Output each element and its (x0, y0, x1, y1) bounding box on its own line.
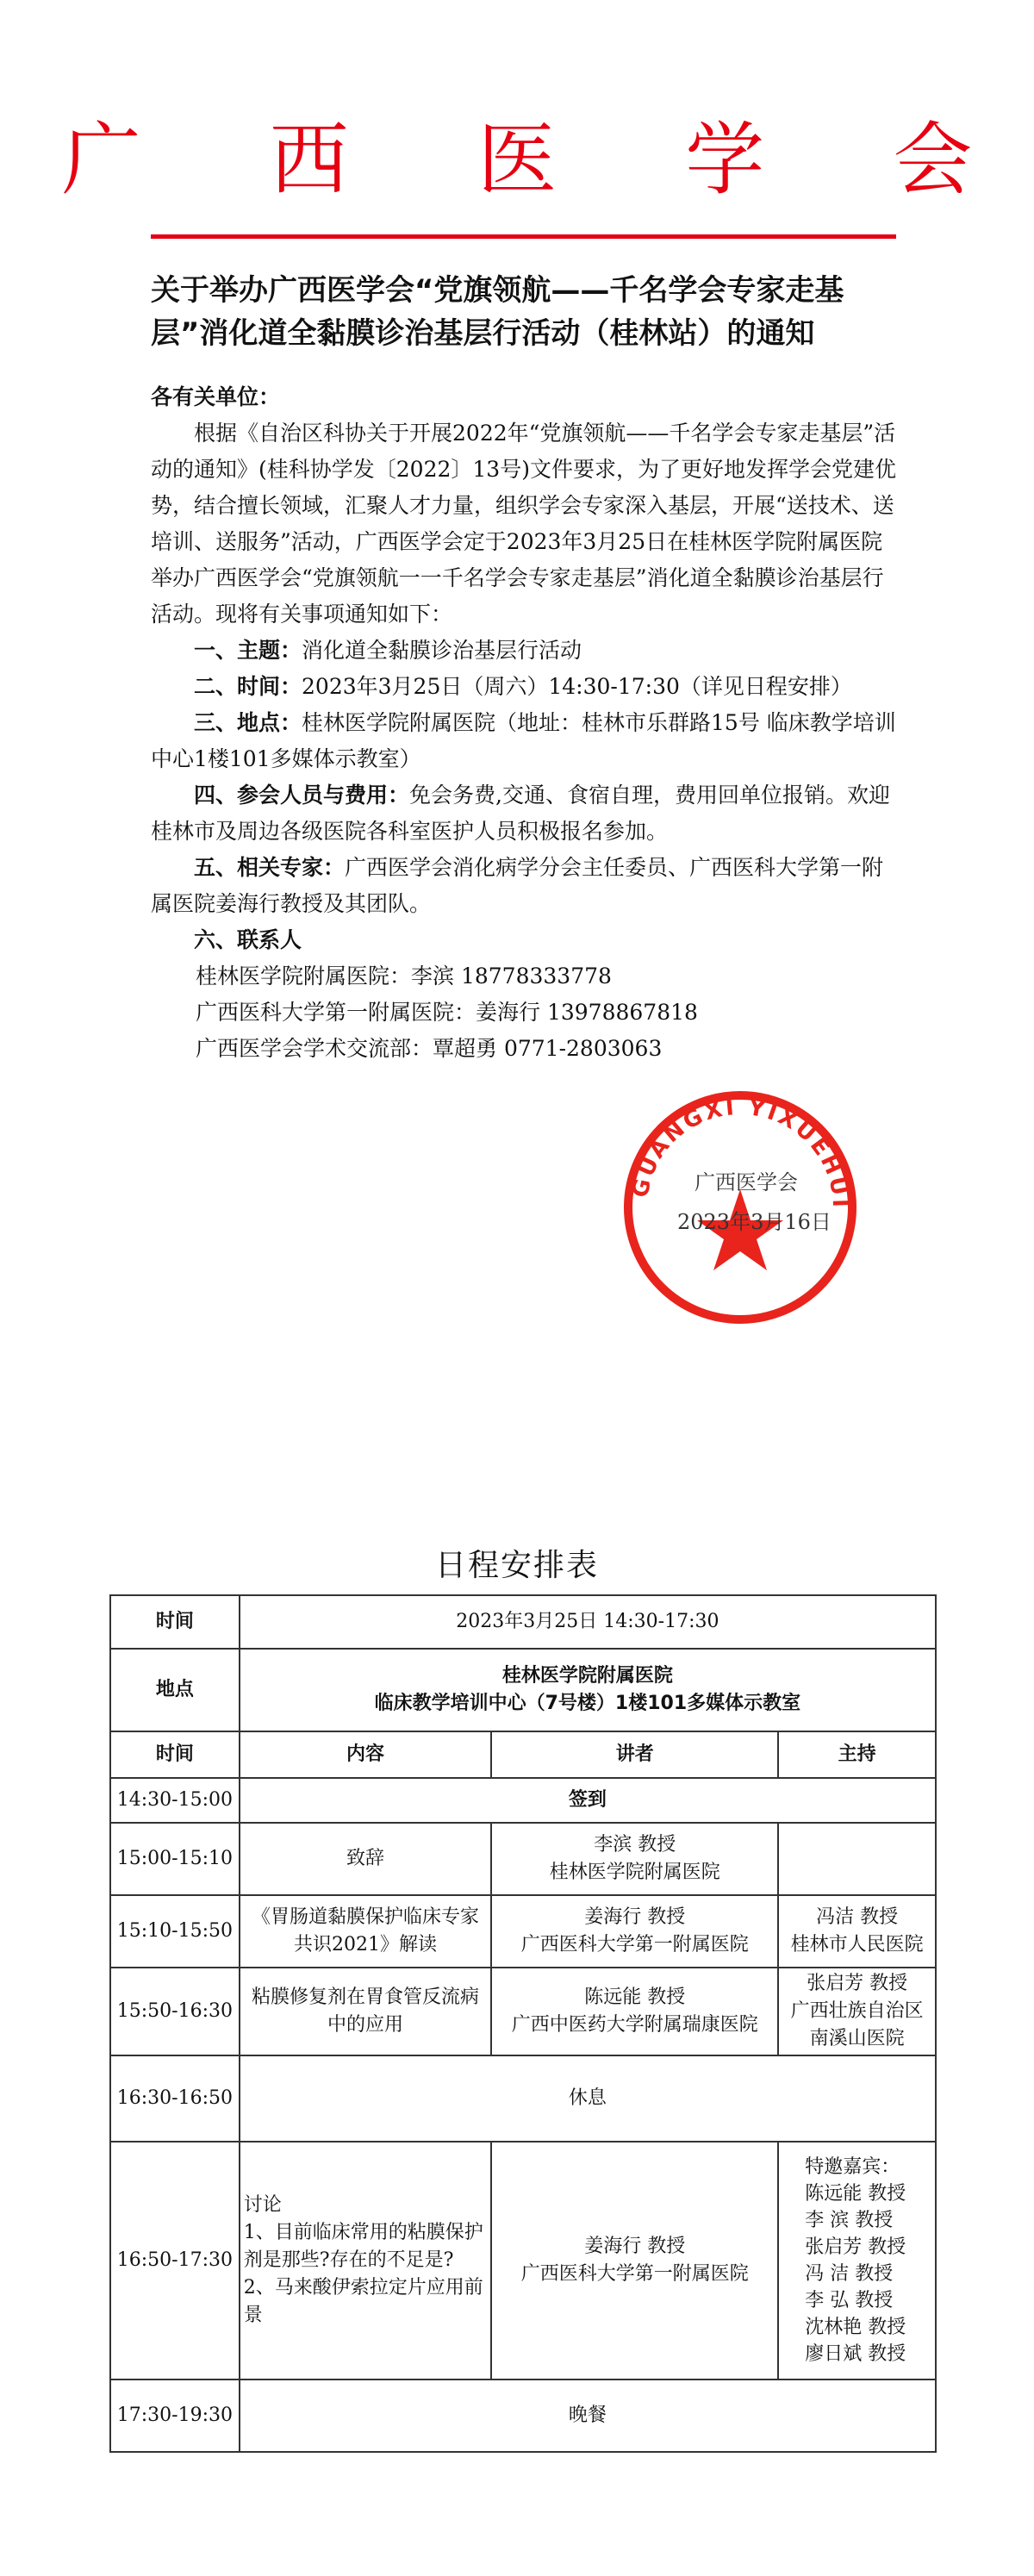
column-header: 主持 (778, 1731, 936, 1778)
speaker-affiliation: 广西医科大学第一附属医院 (520, 1934, 749, 1955)
column-header: 时间 (110, 1731, 240, 1778)
host-cell (778, 1968, 936, 2055)
intro-paragraph: 根据《自治区科协关于开展2022年“党旗领航——千名学会专家走基层”活动的通知》(桂科协学发〔2022〕13号)文件要求，为了更好地发挥学会党建优势，结合擅长领域，汇聚人才力量，组织学会专家深入基层，开展“送技术、送培训、送服务”活动，广西医学会定于2023年3月25日在桂林医学院附属医院举办广西医学会“党旗领航一一千名学会专家走基层”消化道全黏膜诊治基层行活动。现将有关事项通知如下： (151, 421, 896, 627)
host-name: 冯洁 教授 (816, 1906, 899, 1928)
item-label: 二、时间： (194, 674, 302, 699)
signature-org: 广西医学会 (695, 1170, 798, 1194)
item-text: 桂林医学院附属医院（地址：桂林市乐群路15号 临床教学培训中心1楼101多媒体示教室） (151, 710, 896, 771)
discussion-line: 讨论 (243, 2194, 282, 2216)
place-line: 临床教学培训中心（7号楼）1楼101多媒体示教室 (374, 1693, 801, 1714)
schedule-table (109, 1594, 937, 2453)
item-text: 广西医学会消化病学分会主任委员、广西医科大学第一附属医院姜海行教授及其团队。 (151, 855, 884, 916)
item-label: 一、主题： (194, 638, 302, 663)
contacts-label: 六、联系人 (194, 927, 302, 952)
contact-line: 广西医学会学术交流部：覃超勇 0771-2803063 (196, 1036, 663, 1061)
contact-line: 桂林医学院附属医院：李滨 18778333778 (196, 964, 612, 989)
item-attendees (151, 777, 900, 850)
guests-title: 特邀嘉宾： (805, 2156, 900, 2178)
speaker-cell (491, 1895, 778, 1968)
speaker-affiliation: 广西医科大学第一附属医院 (520, 2263, 749, 2285)
time-cell: 17:30-19:30 (110, 2380, 240, 2452)
host-cell (778, 1895, 936, 1968)
table-row (110, 2055, 936, 2142)
guest-name: 沈林艳 教授 (805, 2317, 906, 2338)
time-value-cell: 2023年3月25日 14:30-17:30 (240, 1595, 936, 1649)
content-cell: 《胃肠道黏膜保护临床专家共识2021》解读 (240, 1895, 491, 1968)
salutation: 各有关单位： (151, 384, 281, 409)
table-row (110, 1895, 936, 1968)
speaker-cell (491, 2142, 778, 2380)
merged-cell: 签到 (240, 1778, 936, 1823)
item-label: 四、参会人员与费用： (194, 783, 410, 808)
table-row (110, 1823, 936, 1895)
guests-cell (778, 2142, 936, 2380)
content-cell: 粘膜修复剂在胃食管反流病中的应用 (240, 1968, 491, 2055)
host-affiliation: 广西壮族自治区南溪山医院 (790, 2000, 924, 2049)
table-row (110, 2142, 936, 2380)
merged-cell: 晚餐 (240, 2380, 936, 2452)
guest-name: 陈远能 教授 (805, 2183, 906, 2205)
table-row (110, 1649, 936, 1731)
guest-name: 廖日斌 教授 (805, 2343, 906, 2365)
merged-cell: 休息 (240, 2055, 936, 2142)
host-name: 张启芳 教授 (807, 1973, 908, 1994)
item-label: 五、相关专家： (194, 855, 346, 880)
notice-title: 关于举办广西医学会“党旗领航——千名学会专家走基层”消化道全黏膜诊治基层行活动（桂林站）的通知 (151, 273, 844, 351)
speaker-name: 陈远能 教授 (584, 1987, 686, 2008)
column-header: 内容 (240, 1731, 491, 1778)
table-row (110, 2380, 936, 2452)
item-theme (151, 633, 900, 669)
discussion-line: 2、马来酸伊索拉定片应用前景 (243, 2277, 483, 2326)
signature-date: 2023年3月16日 (677, 1210, 832, 1234)
time-cell: 15:50-16:30 (110, 1968, 240, 2055)
speaker-cell (491, 1823, 778, 1895)
contact-line: 广西医科大学第一附属医院：姜海行 13978867818 (196, 1000, 698, 1025)
item-text: 2023年3月25日（周六）14:30-17:30（详见日程安排） (302, 674, 852, 699)
discussion-line: 1、目前临床常用的粘膜保护剂是那些?存在的不足是? (243, 2222, 483, 2271)
time-cell: 14:30-15:00 (110, 1778, 240, 1823)
speaker-affiliation: 桂林医学院附属医院 (549, 1862, 720, 1883)
speaker-name: 姜海行 教授 (584, 1906, 686, 1928)
schedule-title: 日程安排表 (434, 1548, 599, 1583)
time-cell: 16:30-16:50 (110, 2055, 240, 2142)
time-cell: 15:10-15:50 (110, 1895, 240, 1968)
time-cell: 16:50-17:30 (110, 2142, 240, 2380)
item-time (151, 669, 900, 705)
speaker-name: 姜海行 教授 (584, 2236, 686, 2257)
speaker-cell (491, 1968, 778, 2055)
speaker-affiliation: 广西中医药大学附属瑞康医院 (511, 2014, 758, 2036)
seal-arc-text: GUANGXI YIXUEHUI (627, 1094, 854, 1211)
content-cell: 致辞 (240, 1823, 491, 1895)
place-value-cell (240, 1649, 936, 1731)
item-text: 消化道全黏膜诊治基层行活动 (302, 638, 582, 663)
column-header: 讲者 (491, 1731, 778, 1778)
time-cell: 15:00-15:10 (110, 1823, 240, 1895)
guest-name: 李 滨 教授 (805, 2210, 894, 2231)
header-divider (151, 234, 896, 239)
item-place (151, 705, 900, 777)
place-label-cell: 地点 (110, 1649, 240, 1731)
guest-name: 冯 洁 教授 (805, 2263, 894, 2285)
item-text: 免会务费,交通、食宿自理，费用回单位报销。欢迎桂林市及周边各级医院各科室医护人员积极报名参加。 (151, 783, 890, 844)
host-cell (778, 1823, 936, 1895)
guest-name: 张启芳 教授 (805, 2236, 906, 2258)
org-header-title: 广 西 医 学 会 (61, 114, 1025, 206)
guest-name: 李 弘 教授 (805, 2290, 894, 2311)
place-line: 桂林医学院附属医院 (501, 1665, 673, 1687)
host-affiliation: 桂林市人民医院 (790, 1934, 924, 1955)
notice-body (151, 379, 900, 1067)
table-row (110, 1595, 936, 1649)
table-header-row (110, 1731, 936, 1778)
time-label-cell: 时间 (110, 1595, 240, 1649)
item-experts (151, 850, 900, 922)
content-cell (240, 2142, 491, 2380)
table-row (110, 1778, 936, 1823)
speaker-name: 李滨 教授 (594, 1834, 676, 1856)
item-label: 三、地点： (194, 710, 302, 735)
table-row (110, 1968, 936, 2055)
